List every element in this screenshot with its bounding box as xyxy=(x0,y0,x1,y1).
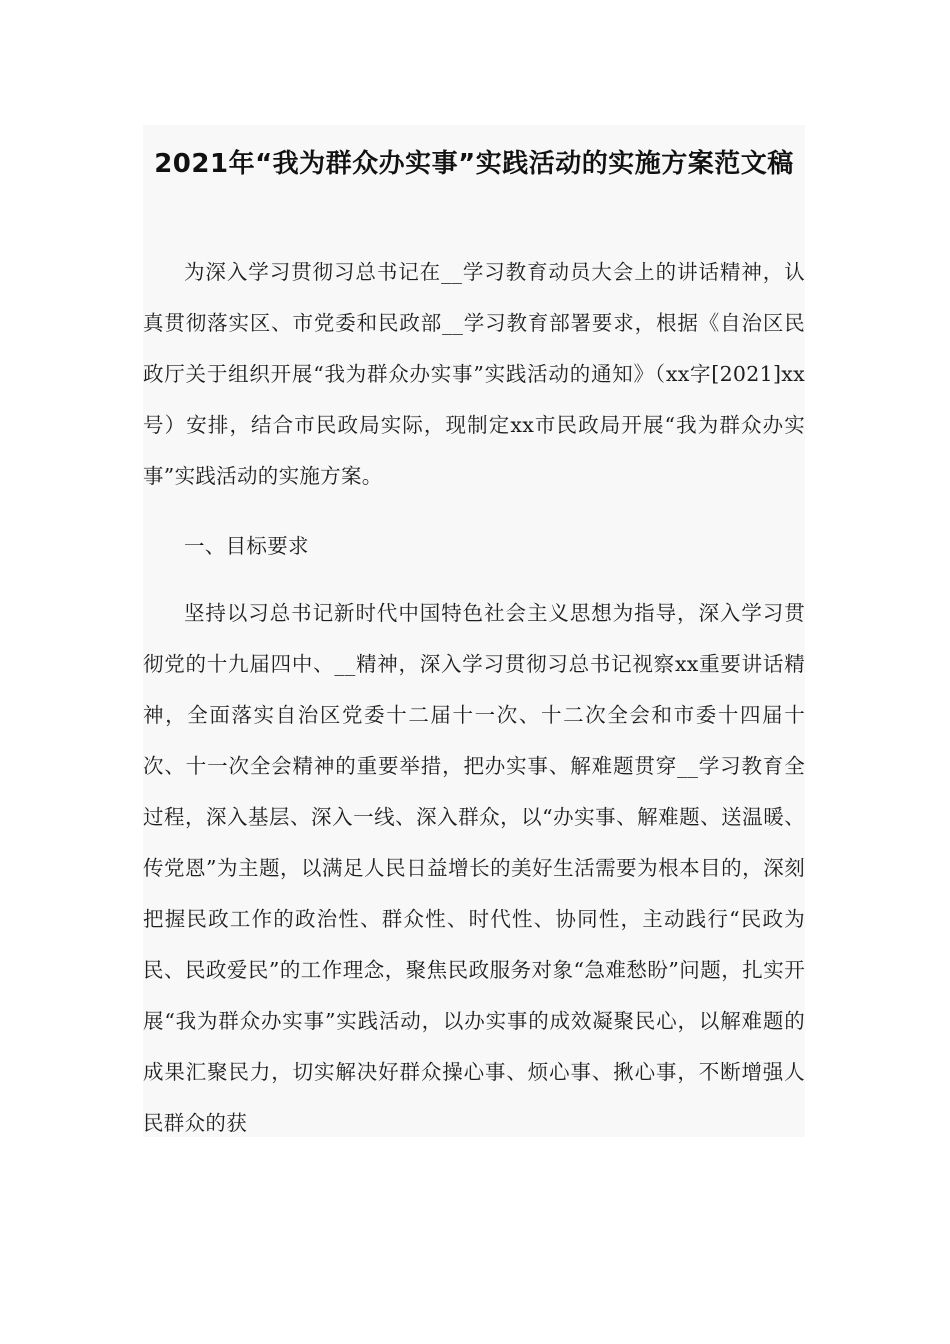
goals-paragraph: 坚持以习总书记新时代中国特色社会主义思想为指导，深入学习贯彻党的十九届四中、__精神，深入学习贯彻习总书记视察xx重要讲话精神，全面落实自治区党委十二届十一次、十二次全会和市委十四届十次、十一次全会精神的重要举措，把办实事、解难题贯穿__学习教育全过程，深入基层、深入一线、深入群众，以“办实事、解难题、送温暖、传党恩”为主题，以满足人民日益增长的美好生活需要为根本目的，深刻把握民政工作的政治性、群众性、时代性、协同性，主动践行“民政为民、民政爱民”的工作理念，聚焦民政服务对象“急难愁盼”问题，扎实开展“我为群众办实事”实践活动，以办实事的成效凝聚民心，以解难题的成果汇聚民力，切实解决好群众操心事、烦心事、揪心事，不断增强人民群众的获 xyxy=(143,601,805,1135)
document-title: 2021年“我为群众办实事”实践活动的实施方案范文稿 xyxy=(154,149,794,179)
document-page xyxy=(143,125,805,1137)
section-heading-goals: 一、目标要求 xyxy=(184,534,309,558)
intro-paragraph: 为深入学习贯彻习总书记在__学习教育动员大会上的讲话精神，认真贯彻落实区、市党委和民政部__学习教育部署要求，根据《自治区民政厅关于组织开展“我为群众办实事”实践活动的通知》（xx字[2021]xx号）安排，结合市民政局实际，现制定xx市民政局开展“我为群众办实事”实践活动的实施方案。 xyxy=(143,260,805,488)
